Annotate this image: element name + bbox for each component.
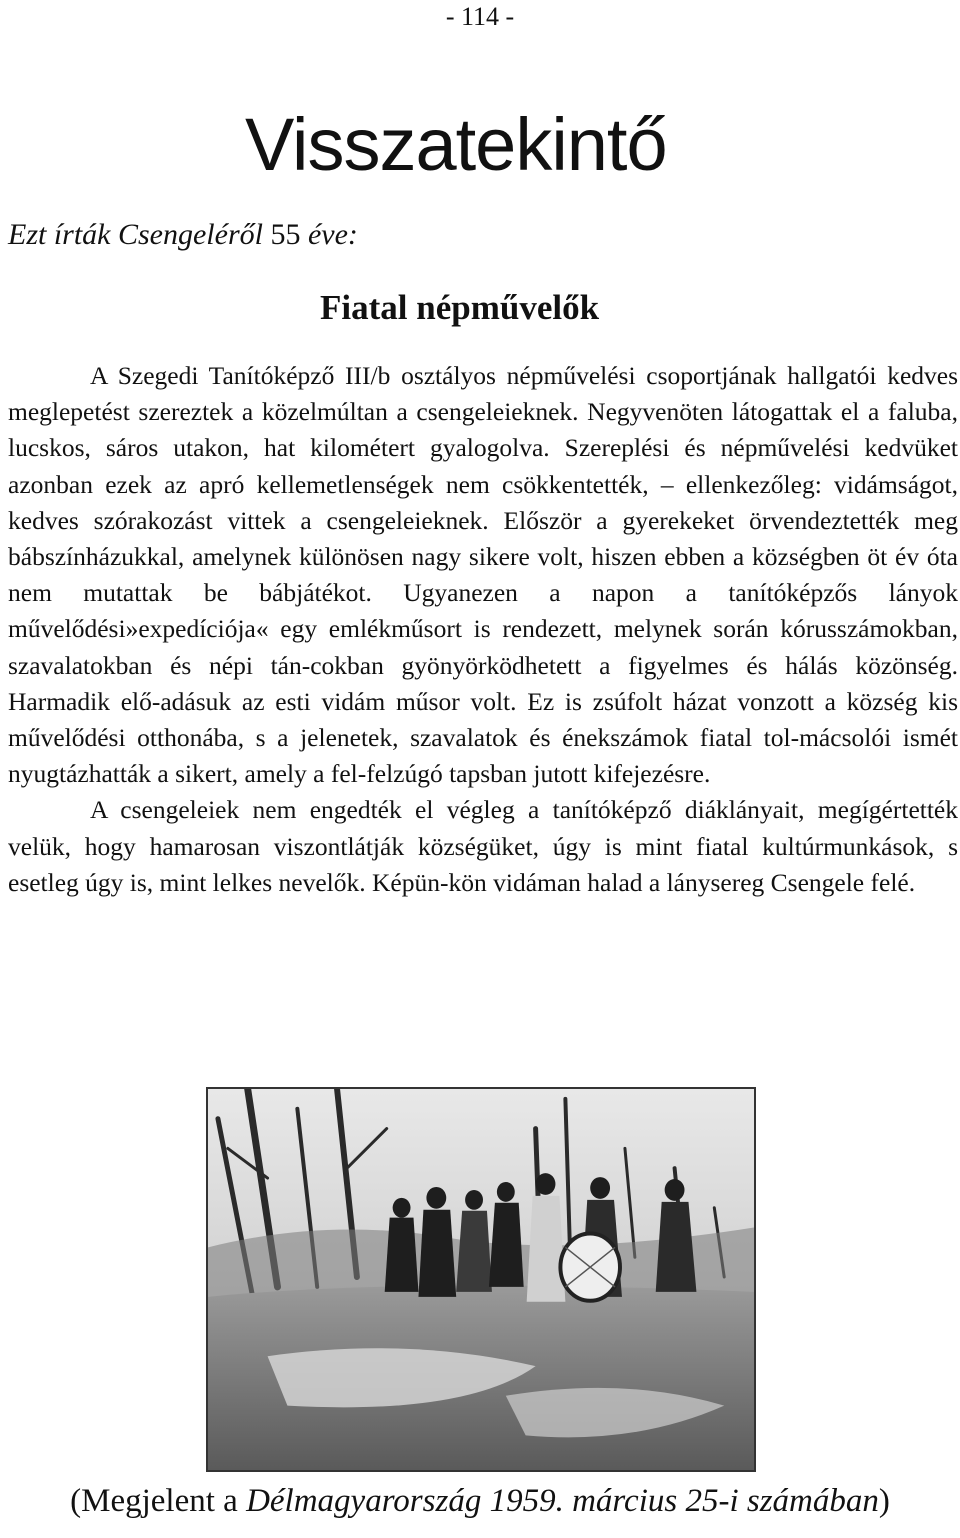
intro-line	[8, 218, 358, 252]
article-title: Fiatal népművelők	[320, 288, 600, 327]
page-title: Visszatekintő	[245, 103, 667, 186]
intro-number: 55	[270, 218, 301, 251]
intro-text-before: Ezt írták Csengeléről	[8, 218, 271, 251]
paragraph-1: A Szegedi Tanítóképző III/b osztályos népművelési csoportjának hallgatói kedves meglepetést szereztek a közelmúltan a csengeleieknek. Negyvenöten látogattak el a faluba, lucskos, sáros utakon, hat kilométert gyalogolva. Szereplési és népművelési kedvüket azonban ezek az apró kellemetlenségek nem csökkentették, – ellenkezőleg: vidámságot, kedves szórakozást vittek a csengeleieknek. Először a gyerekeket örvendeztették meg bábszínházukkal, amelynek különösen nagy sikere volt, hiszen ebben a községben öt év óta nem mutattak be bábjátékot. Ugyanezen a napon a tanítóképzős lányok művelődési»expedíciója« egy emlékműsort is rendezett, melynek során kórusszámokban, szavalatokban és népi tán-cokban gyönyörködhetett a figyelmes és hálás közönség. Harmadik elő-adásuk az esti vidám műsor volt. Ez is zsúfolt házat vonzott a község kis művelődési otthonába, s a jelenetek, szavalatok és énekszámok fiatal tol-mácsolói ismét nyugtázhatták a sikert, amely a fel-felzúgó tapsban jutott kifejezésre.	[8, 361, 958, 789]
group-walking-photo	[206, 1087, 756, 1472]
article-body	[8, 358, 958, 901]
caption-close: )	[878, 1483, 890, 1519]
paragraph-2: A csengeleiek nem engedték el végleg a tanítóképző diáklányait, megígértették velük, hogy hamarosan viszontlátják községüket, úgy is mint fiatal kultúrmunkások, s esetleg úgy is, mint lelkes nevelők. Képün-kön vidáman halad a lánysereg Csengele felé.	[8, 795, 958, 897]
page-number: - 114 -	[445, 2, 515, 31]
caption-date: 1959. március 25-i számában	[481, 1483, 879, 1519]
caption-open: (Megjelent a	[70, 1483, 247, 1519]
photo-image	[208, 1089, 754, 1470]
intro-text-after: éve:	[300, 218, 358, 251]
caption-newspaper: Délmagyarország	[246, 1483, 482, 1519]
photo-caption	[0, 1483, 960, 1520]
